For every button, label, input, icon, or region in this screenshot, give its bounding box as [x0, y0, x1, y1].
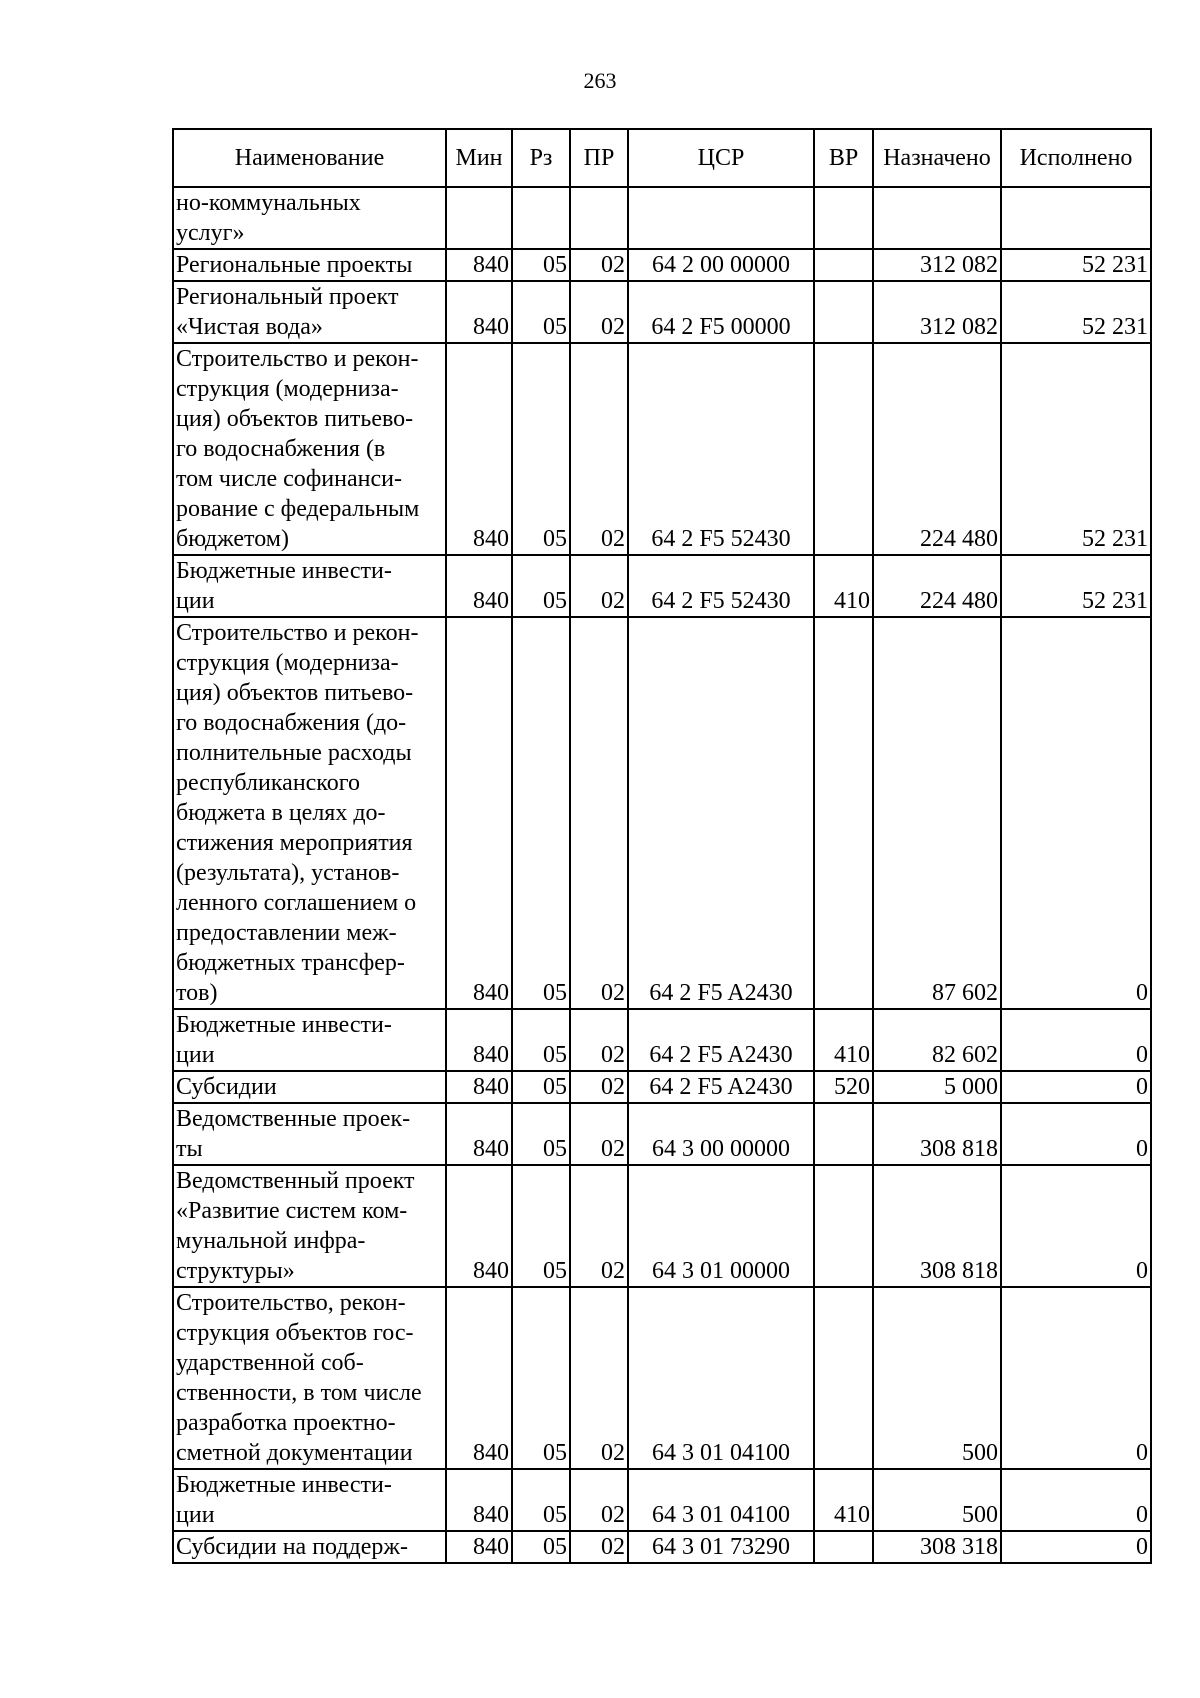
cell-csr: 64 2 00 00000: [628, 249, 814, 281]
name-line: ции: [176, 588, 215, 614]
cell-executed: 0: [1001, 1287, 1151, 1469]
table-header-row: [173, 129, 1151, 187]
table-body: [173, 187, 1151, 1563]
cell-min: 840: [446, 343, 512, 555]
header-min: Мин: [446, 129, 512, 187]
cell-min: 840: [446, 1531, 512, 1563]
cell-min: 840: [446, 1469, 512, 1531]
cell-rz: 05: [512, 1009, 570, 1071]
cell-name: [173, 1469, 446, 1531]
cell-executed: 52 231: [1001, 281, 1151, 343]
name-line: «Чистая вода»: [176, 314, 323, 340]
table-row: [173, 617, 1151, 1009]
name-line: бюджета в целях до-: [176, 800, 386, 826]
budget-table: [172, 128, 1152, 1564]
name-line: стижения мероприятия: [176, 830, 413, 856]
cell-pr: 02: [570, 1165, 628, 1287]
cell-min: 840: [446, 617, 512, 1009]
cell-min: 840: [446, 249, 512, 281]
cell-rz: 05: [512, 1103, 570, 1165]
name-line: предоставлении меж-: [176, 920, 397, 946]
cell-vr: [814, 1287, 873, 1469]
cell-vr: 410: [814, 555, 873, 617]
cell-vr: [814, 249, 873, 281]
cell-executed: 0: [1001, 1071, 1151, 1103]
cell-pr: 02: [570, 1103, 628, 1165]
cell-csr: [628, 187, 814, 249]
header-csr: ЦСР: [628, 129, 814, 187]
cell-vr: [814, 1103, 873, 1165]
name-line: но-коммунальных: [176, 190, 361, 216]
cell-executed: 52 231: [1001, 555, 1151, 617]
cell-assigned: 82 602: [873, 1009, 1001, 1071]
cell-vr: [814, 187, 873, 249]
cell-rz: [512, 187, 570, 249]
cell-pr: 02: [570, 281, 628, 343]
name-line: структуры»: [176, 1258, 295, 1284]
name-line: Ведомственные проек-: [176, 1106, 411, 1132]
cell-assigned: [873, 187, 1001, 249]
cell-min: [446, 187, 512, 249]
cell-name: [173, 617, 446, 1009]
cell-name: [173, 1165, 446, 1287]
cell-name: [173, 343, 446, 555]
name-line: ударственной соб-: [176, 1350, 364, 1376]
table-row: [173, 1103, 1151, 1165]
name-line: Региональные проекты: [176, 252, 413, 278]
cell-executed: 52 231: [1001, 343, 1151, 555]
name-line: струкция объектов гос-: [176, 1320, 414, 1346]
header-executed: Исполнено: [1001, 129, 1151, 187]
cell-assigned: 500: [873, 1469, 1001, 1531]
table-row: [173, 1469, 1151, 1531]
cell-csr: 64 2 F5 00000: [628, 281, 814, 343]
name-line: Ведомственный проект: [176, 1168, 415, 1194]
cell-assigned: 224 480: [873, 555, 1001, 617]
cell-rz: 05: [512, 1287, 570, 1469]
cell-csr: 64 3 01 73290: [628, 1531, 814, 1563]
name-line: Строительство, рекон-: [176, 1290, 406, 1316]
cell-pr: [570, 187, 628, 249]
name-line: Региональный проект: [176, 284, 399, 310]
cell-assigned: 312 082: [873, 281, 1001, 343]
header-pr: ПР: [570, 129, 628, 187]
cell-vr: 410: [814, 1469, 873, 1531]
cell-executed: 0: [1001, 1103, 1151, 1165]
name-line: Бюджетные инвести-: [176, 1472, 392, 1498]
cell-rz: 05: [512, 343, 570, 555]
cell-rz: 05: [512, 1071, 570, 1103]
cell-executed: [1001, 187, 1151, 249]
cell-min: 840: [446, 1165, 512, 1287]
cell-assigned: 308 318: [873, 1531, 1001, 1563]
cell-name: [173, 1071, 446, 1103]
cell-executed: 0: [1001, 1531, 1151, 1563]
cell-assigned: 87 602: [873, 617, 1001, 1009]
name-line: ции: [176, 1502, 215, 1528]
name-line: сметной документации: [176, 1440, 413, 1466]
table-row: [173, 187, 1151, 249]
cell-vr: [814, 343, 873, 555]
cell-name: [173, 187, 446, 249]
cell-vr: [814, 1531, 873, 1563]
name-line: ции: [176, 1042, 215, 1068]
table-row: [173, 1071, 1151, 1103]
cell-vr: [814, 617, 873, 1009]
cell-assigned: 308 818: [873, 1103, 1001, 1165]
cell-pr: 02: [570, 555, 628, 617]
cell-rz: 05: [512, 1469, 570, 1531]
cell-csr: 64 3 01 04100: [628, 1469, 814, 1531]
name-line: тов): [176, 980, 218, 1006]
cell-executed: 0: [1001, 617, 1151, 1009]
name-line: ция) объектов питьево-: [176, 680, 414, 706]
cell-executed: 0: [1001, 1165, 1151, 1287]
cell-min: 840: [446, 1287, 512, 1469]
name-line: струкция (модерниза-: [176, 650, 399, 676]
cell-csr: 64 2 F5 A2430: [628, 1071, 814, 1103]
cell-min: 840: [446, 1009, 512, 1071]
cell-pr: 02: [570, 343, 628, 555]
name-line: Субсидии: [176, 1074, 277, 1100]
cell-name: [173, 1287, 446, 1469]
table-row: [173, 1009, 1151, 1071]
name-line: том числе софинанси-: [176, 466, 402, 492]
table-row: [173, 281, 1151, 343]
cell-min: 840: [446, 281, 512, 343]
cell-csr: 64 2 F5 52430: [628, 555, 814, 617]
name-line: Субсидии на поддерж-: [176, 1534, 408, 1560]
table-row: [173, 1165, 1151, 1287]
cell-name: [173, 1103, 446, 1165]
cell-pr: 02: [570, 249, 628, 281]
cell-rz: 05: [512, 555, 570, 617]
cell-pr: 02: [570, 1071, 628, 1103]
table-row: [173, 1531, 1151, 1563]
name-line: го водоснабжения (в: [176, 436, 386, 462]
name-line: услуг»: [176, 220, 245, 246]
name-line: Строительство и рекон-: [176, 620, 419, 646]
cell-vr: [814, 1165, 873, 1287]
cell-rz: 05: [512, 249, 570, 281]
table-row: [173, 555, 1151, 617]
table-row: [173, 1287, 1151, 1469]
header-name: Наименование: [173, 129, 446, 187]
table-row: [173, 249, 1151, 281]
cell-executed: 0: [1001, 1009, 1151, 1071]
name-line: Строительство и рекон-: [176, 346, 419, 372]
name-line: разработка проектно-: [176, 1410, 396, 1436]
cell-csr: 64 3 00 00000: [628, 1103, 814, 1165]
name-line: «Развитие систем ком-: [176, 1198, 408, 1224]
name-line: бюджетных трансфер-: [176, 950, 405, 976]
cell-vr: 520: [814, 1071, 873, 1103]
cell-name: [173, 281, 446, 343]
cell-pr: 02: [570, 1469, 628, 1531]
cell-pr: 02: [570, 617, 628, 1009]
name-line: ты: [176, 1136, 203, 1162]
header-vr: ВР: [814, 129, 873, 187]
cell-min: 840: [446, 1071, 512, 1103]
cell-pr: 02: [570, 1009, 628, 1071]
cell-csr: 64 2 F5 A2430: [628, 617, 814, 1009]
cell-rz: 05: [512, 617, 570, 1009]
header-rz: Рз: [512, 129, 570, 187]
name-line: ленного соглашением о: [176, 890, 417, 916]
cell-assigned: 308 818: [873, 1165, 1001, 1287]
name-line: полнительные расходы: [176, 740, 412, 766]
cell-csr: 64 3 01 00000: [628, 1165, 814, 1287]
cell-vr: [814, 281, 873, 343]
cell-name: [173, 555, 446, 617]
cell-name: [173, 249, 446, 281]
cell-rz: 05: [512, 281, 570, 343]
cell-min: 840: [446, 555, 512, 617]
cell-name: [173, 1009, 446, 1071]
cell-name: [173, 1531, 446, 1563]
name-line: мунальной инфра-: [176, 1228, 366, 1254]
name-line: бюджетом): [176, 526, 289, 552]
page-number: 263: [583, 68, 617, 93]
cell-executed: 52 231: [1001, 249, 1151, 281]
cell-assigned: 224 480: [873, 343, 1001, 555]
cell-assigned: 5 000: [873, 1071, 1001, 1103]
name-line: ция) объектов питьево-: [176, 406, 414, 432]
cell-executed: 0: [1001, 1469, 1151, 1531]
cell-pr: 02: [570, 1287, 628, 1469]
cell-assigned: 500: [873, 1287, 1001, 1469]
table-row: [173, 343, 1151, 555]
name-line: го водоснабжения (до-: [176, 710, 407, 736]
name-line: ственности, в том числе: [176, 1380, 422, 1406]
name-line: Бюджетные инвести-: [176, 558, 392, 584]
cell-pr: 02: [570, 1531, 628, 1563]
name-line: струкция (модерниза-: [176, 376, 399, 402]
cell-min: 840: [446, 1103, 512, 1165]
cell-vr: 410: [814, 1009, 873, 1071]
cell-rz: 05: [512, 1165, 570, 1287]
header-assigned: Назначено: [873, 129, 1001, 187]
cell-csr: 64 2 F5 52430: [628, 343, 814, 555]
cell-assigned: 312 082: [873, 249, 1001, 281]
name-line: Бюджетные инвести-: [176, 1012, 392, 1038]
cell-rz: 05: [512, 1531, 570, 1563]
name-line: (результата), установ-: [176, 860, 400, 886]
name-line: рование с федеральным: [176, 496, 420, 522]
cell-csr: 64 2 F5 A2430: [628, 1009, 814, 1071]
name-line: республиканского: [176, 770, 360, 796]
cell-csr: 64 3 01 04100: [628, 1287, 814, 1469]
